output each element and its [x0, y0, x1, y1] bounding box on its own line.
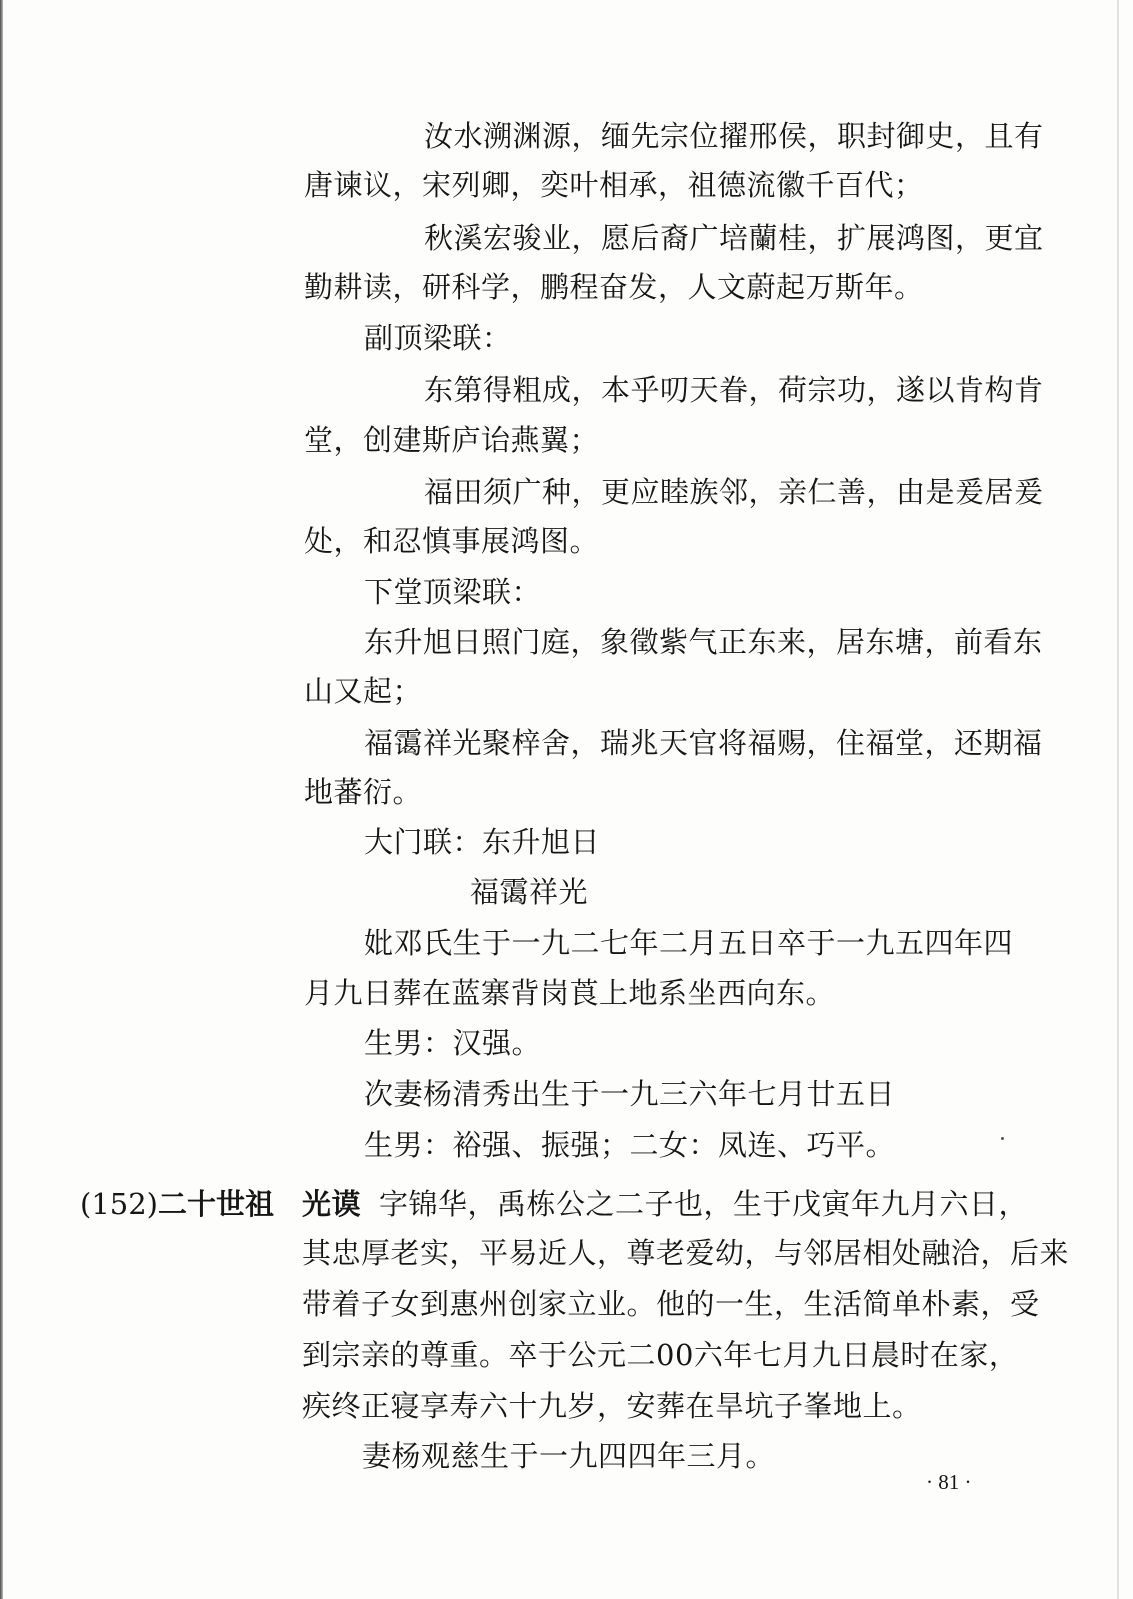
entry-152-line4: 到宗亲的尊重。卒于公元二00六年七月九日晨时在家，: [302, 1338, 1019, 1372]
couplet-lower-hall-line1-start: 东升旭日照门庭，象徵紫气正东来，居东塘，前看东: [364, 625, 1043, 659]
couplet-secondary-line1-end: 堂，创建斯庐诒燕翼；: [304, 423, 600, 457]
couplet-secondary-line2-end: 处，和忍慎事展鸿图。: [304, 524, 600, 558]
page-number: · 81 ·: [926, 1470, 972, 1494]
wife2-record: 次妻杨清秀出生于一九三六年七月廿五日: [364, 1077, 896, 1111]
couplet-main-line1-start: 汝水溯渊源，缅先宗位擢邢侯，职封御史，且有: [424, 119, 1044, 153]
son1-record: 生男：汉强。: [364, 1026, 542, 1060]
wife1-record-end: 月九日葬在蓝寨背岗莨上地系坐西向东。: [304, 976, 836, 1010]
entry-152-line5: 疾终正寝享寿六十九岁，安葬在旱坑子峯地上。: [302, 1389, 922, 1423]
entry-152-line1: [302, 1186, 1028, 1222]
couplet-lower-hall-line1-end: 山又起；: [304, 674, 423, 708]
couplet-secondary-heading: 副顶梁联：: [364, 321, 512, 355]
entry-152-wife: 妻杨观慈生于一九四四年三月。: [362, 1439, 776, 1473]
couplet-secondary-line1-start: 东第得粗成，本乎叨天眷，荷宗功，遂以肯构肯: [424, 373, 1044, 407]
wife1-record-start: 妣邓氏生于一九二七年二月五日卒于一九五四年四: [364, 926, 1014, 960]
entry-152-line3: 带着子女到惠州创家立业。他的一生，生活简单朴素，受: [302, 1287, 1040, 1321]
couplet-lower-hall-line2-start: 福霭祥光聚梓舍，瑞兆天官将福赐，住福堂，还期福: [364, 726, 1043, 760]
couplet-main-line2-end: 勤耕读，研科学，鹏程奋发，人文蔚起万斯年。: [304, 270, 924, 304]
couplet-gate-line1: 大门联：东升旭日: [364, 825, 601, 859]
couplet-main-line1-end: 唐谏议，宋列卿，奕叶相承，祖德流徽千百代；: [304, 168, 924, 202]
person-name: 光谟: [302, 1187, 362, 1221]
couplet-lower-hall-heading: 下堂顶梁联：: [364, 575, 542, 609]
scan-speck: [1001, 1137, 1004, 1140]
couplet-lower-hall-line2-end: 地蕃衍。: [304, 775, 423, 809]
children2-record: 生男：裕强、振强；二女：凤连、巧平。: [364, 1128, 896, 1162]
couplet-main-line2-start: 秋溪宏骏业，愿后裔广培蘭桂，扩展鸿图，更宜: [424, 221, 1044, 255]
couplet-secondary-line2-start: 福田须广种，更应睦族邻，亲仁善，由是爰居爰: [424, 475, 1044, 509]
scan-right-edge: [1117, 0, 1119, 1599]
entry-number: (152): [80, 1187, 158, 1221]
couplet-gate-line2: 福霭祥光: [470, 875, 589, 909]
entry-152-line1-text: 字锦华，禹栋公之二子也，生于戊寅年九月六日，: [379, 1187, 1029, 1221]
entry-152-line2: 其忠厚老实，平易近人，尊老爱幼，与邻居相处融洽，后来: [302, 1236, 1070, 1270]
scan-left-edge: [0, 0, 3, 1599]
generation-title: 二十世祖: [157, 1187, 274, 1221]
entry-152-generation-label: [80, 1186, 274, 1222]
